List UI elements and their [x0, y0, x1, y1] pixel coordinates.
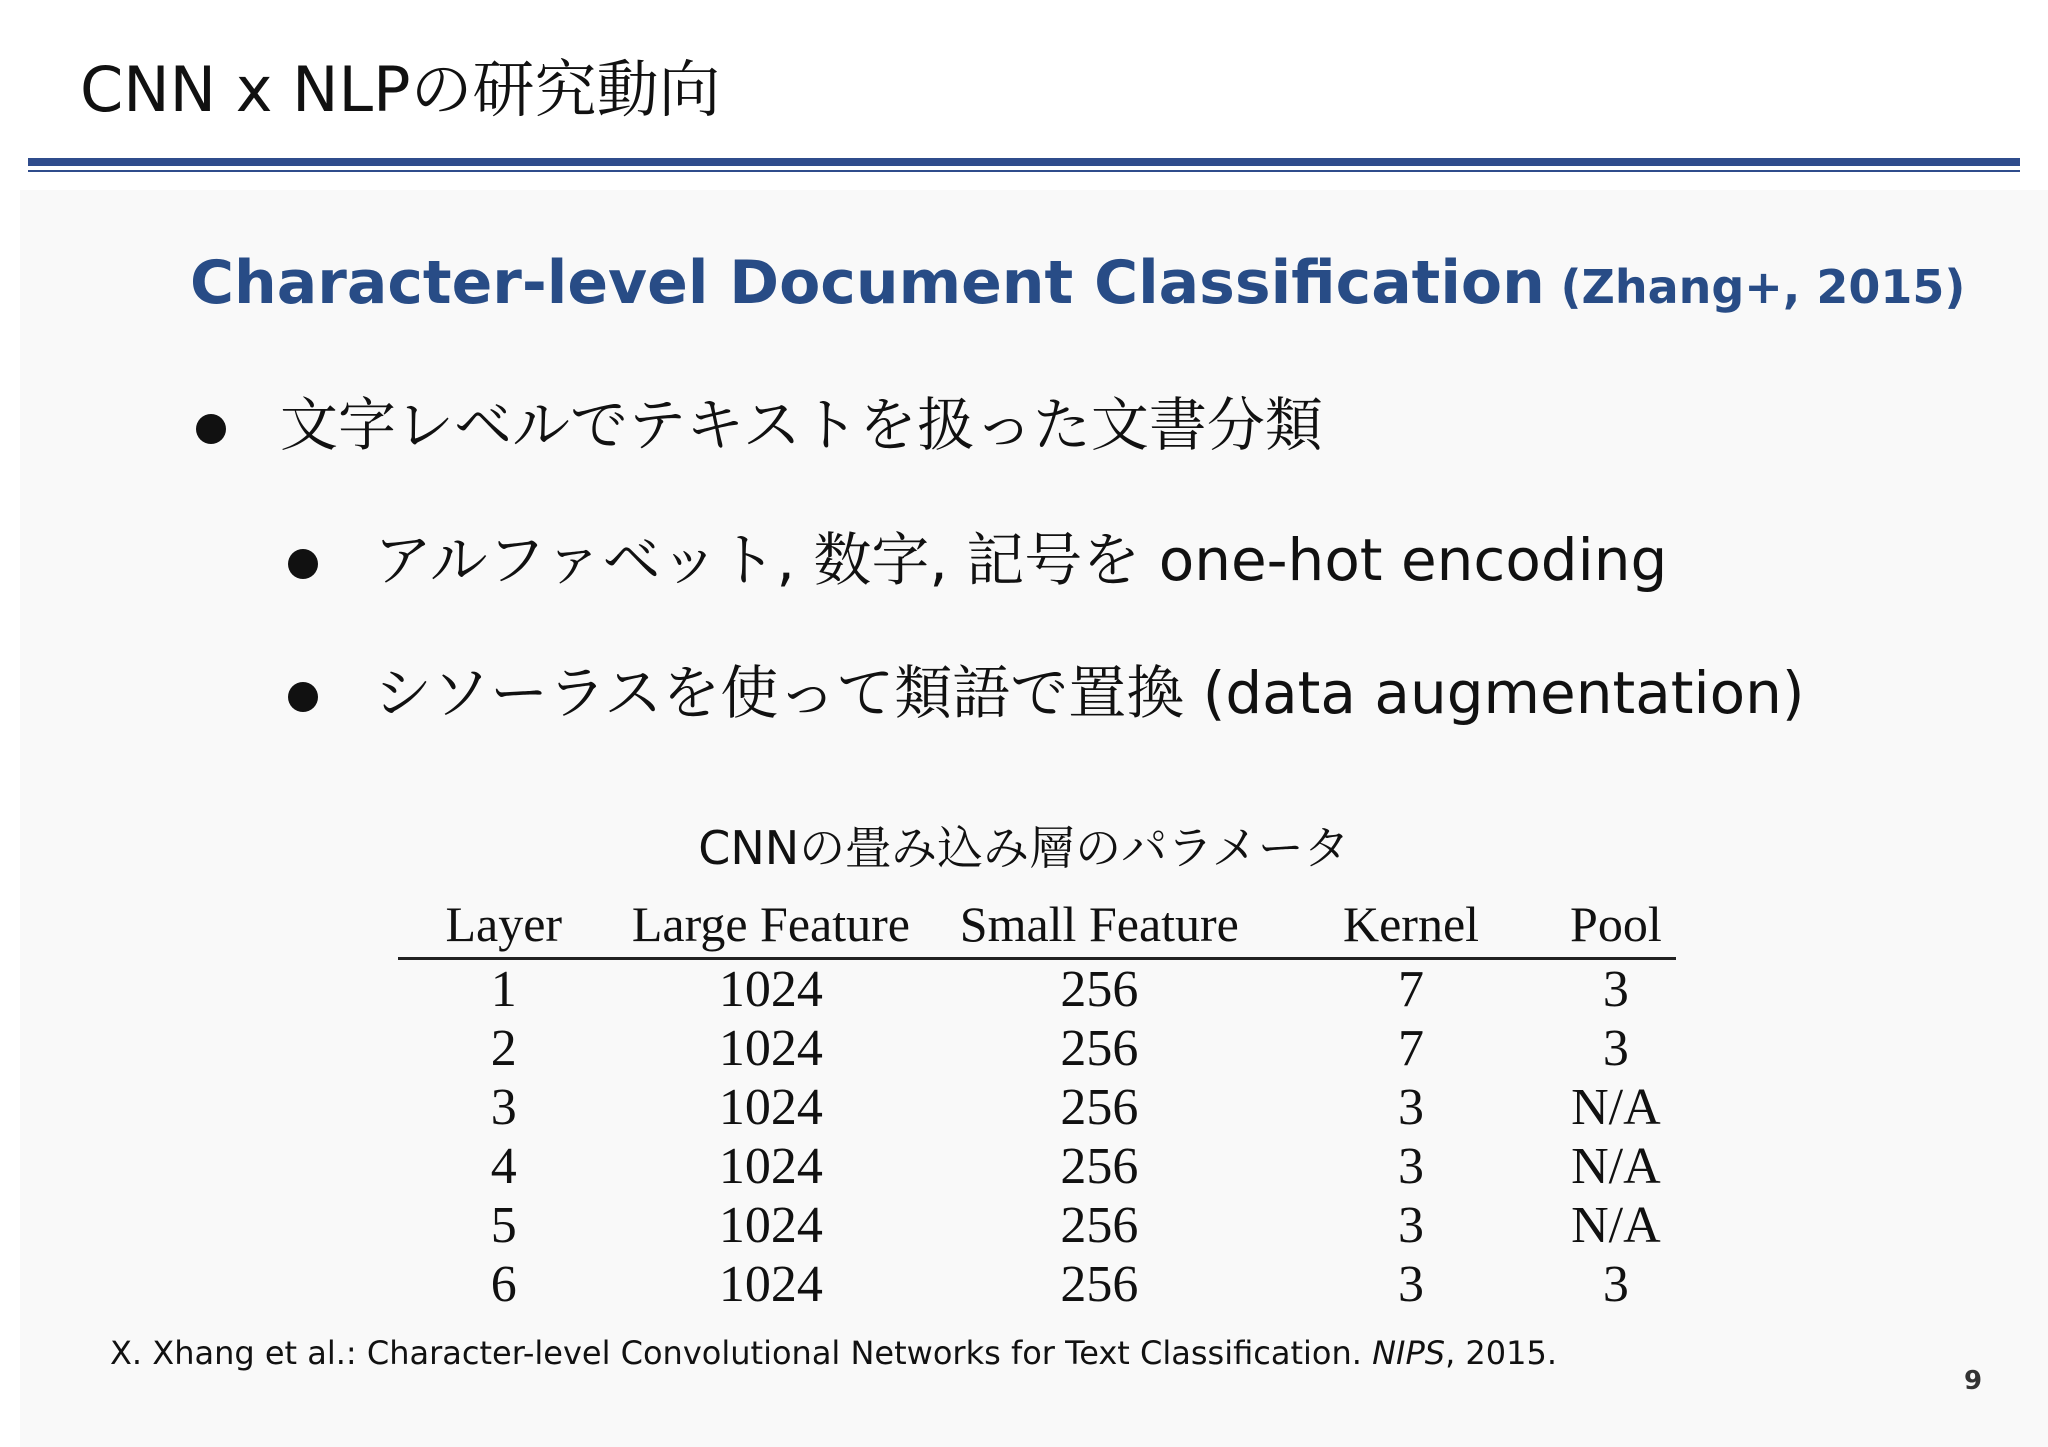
table-cell: 256	[1060, 1020, 1139, 1077]
table-cell: 3	[1398, 1079, 1425, 1136]
table-cell: 3	[1602, 1020, 1629, 1077]
table-header-row	[398, 893, 1676, 959]
table-cell: 1024	[718, 961, 823, 1018]
table-cell: 256	[1060, 1079, 1139, 1136]
table-cell: 3	[490, 1079, 517, 1136]
table-cell: 3	[1602, 1256, 1629, 1313]
section-heading	[190, 248, 1965, 318]
title-divider-thin	[28, 170, 2020, 172]
bullet-item-level2	[288, 660, 1804, 727]
table-row	[398, 959, 1676, 1020]
table-row	[398, 1078, 1676, 1137]
table-cell: 1024	[718, 1079, 823, 1136]
table-cell: 1	[490, 961, 517, 1018]
table-cell: 3	[1602, 961, 1629, 1018]
table-cell: N/A	[1571, 1197, 1661, 1254]
table-cell: 1024	[718, 1197, 823, 1254]
table-row	[398, 1137, 1676, 1196]
bullet-text: シソーラスを使って類語で置換 (data augmentation)	[374, 659, 1805, 727]
bullet-dot-icon	[288, 549, 318, 579]
table-cell: 256	[1060, 1197, 1139, 1254]
table-cell: 3	[1398, 1197, 1425, 1254]
column-header-kernel: Kernel	[1266, 893, 1555, 959]
bullet-dot-icon	[288, 682, 318, 712]
table-cell: 4	[490, 1138, 517, 1195]
table-cell: 1024	[718, 1020, 823, 1077]
table-cell: 5	[490, 1197, 517, 1254]
table-cell: 7	[1398, 1020, 1425, 1077]
table-cell: 256	[1060, 1256, 1139, 1313]
table-row	[398, 1019, 1676, 1078]
table-cell: 3	[1398, 1138, 1425, 1195]
table-cell: N/A	[1571, 1138, 1661, 1195]
column-header-small-feature: Small Feature	[932, 893, 1266, 959]
title-divider-thick	[28, 158, 2020, 166]
bullet-item-level1	[196, 392, 1323, 459]
table-cell: 256	[1060, 961, 1139, 1018]
column-header-pool: Pool	[1556, 893, 1676, 959]
reference-text: X. Xhang et al.: Character-level Convolutional Networks for Text Classification.	[110, 1334, 1373, 1372]
slide-title: CNN x NLPの研究動向	[80, 53, 721, 126]
table-cell: 1024	[718, 1138, 823, 1195]
table-row	[398, 1255, 1676, 1314]
column-header-layer: Layer	[398, 893, 610, 959]
page-number: 9	[1964, 1366, 1983, 1396]
reference-citation	[110, 1334, 1557, 1372]
table-cell: 3	[1398, 1256, 1425, 1313]
cnn-parameter-table	[398, 893, 1676, 1314]
table-row	[398, 1196, 1676, 1255]
bullet-dot-icon	[196, 414, 226, 444]
table-caption: CNNの畳み込み層のパラメータ	[698, 821, 1350, 875]
heading-main: Character-level Document Classification	[190, 248, 1545, 318]
column-header-large-feature: Large Feature	[610, 893, 933, 959]
table-cell: 7	[1398, 961, 1425, 1018]
bullet-text: アルファベット, 数字, 記号を one-hot encoding	[374, 526, 1668, 594]
reference-year: , 2015.	[1445, 1334, 1558, 1372]
bullet-text: 文字レベルでテキストを扱った文書分類	[280, 391, 1323, 459]
table-cell: 2	[490, 1020, 517, 1077]
bullet-item-level2	[288, 527, 1667, 594]
reference-venue: NIPS	[1372, 1334, 1446, 1372]
table-cell: 6	[490, 1256, 517, 1313]
table-cell: 256	[1060, 1138, 1139, 1195]
table-cell: 1024	[718, 1256, 823, 1313]
heading-citation: (Zhang+, 2015)	[1560, 260, 1966, 314]
table-cell: N/A	[1571, 1079, 1661, 1136]
